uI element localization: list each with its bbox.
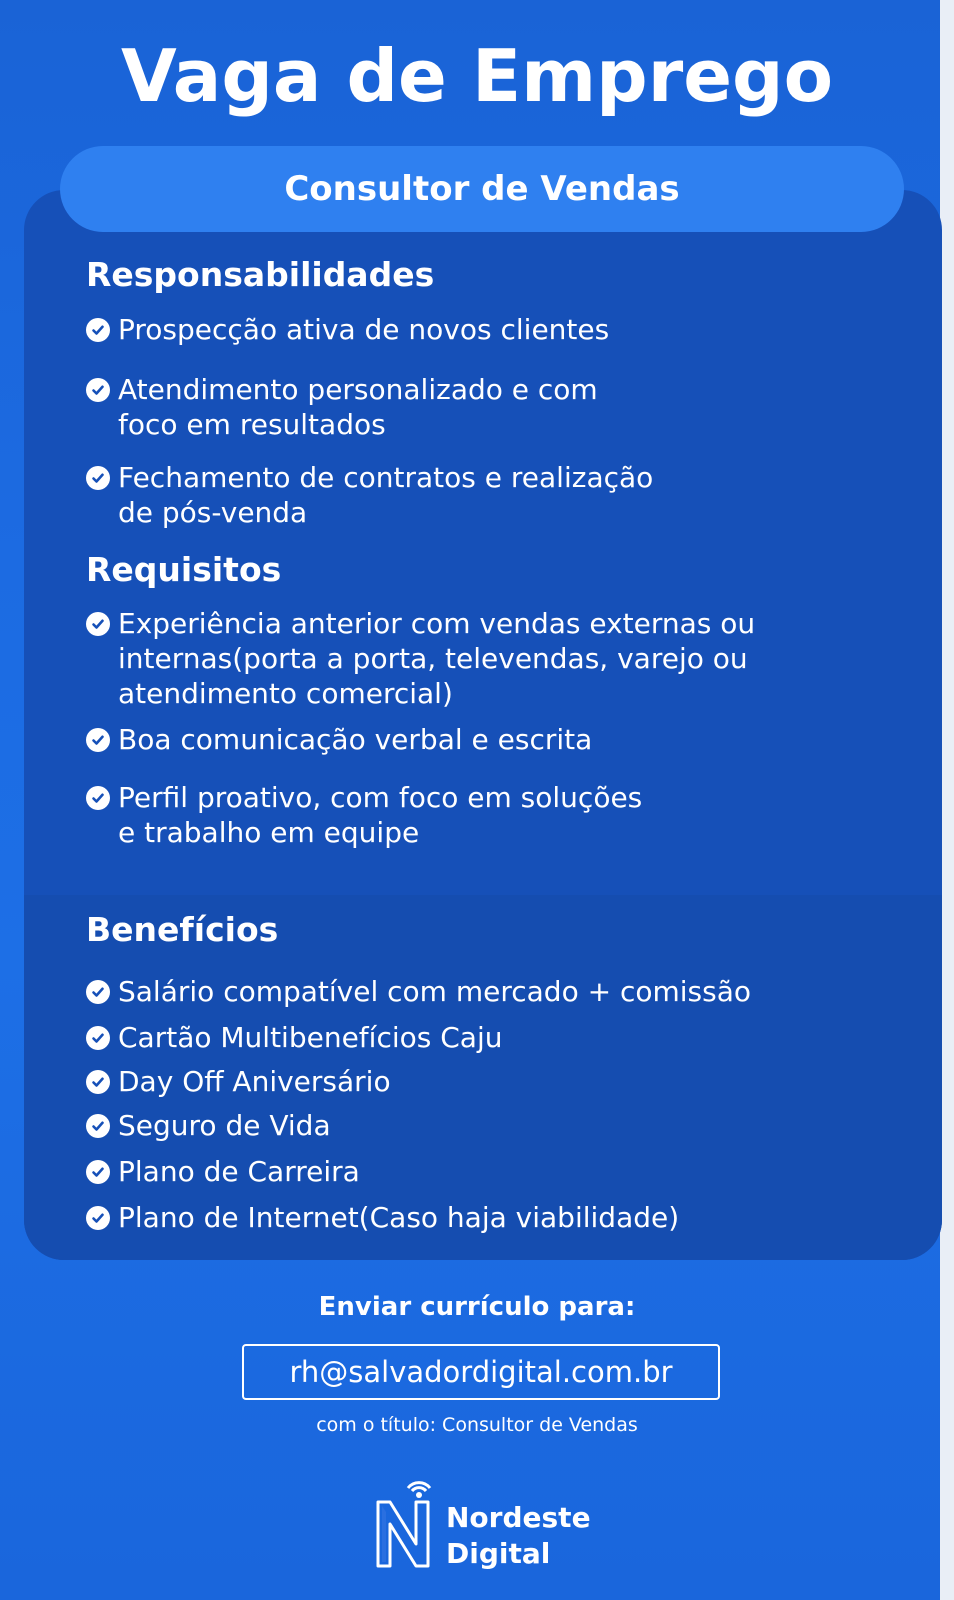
page-edge: [940, 0, 954, 1600]
list-item: [86, 1200, 926, 1235]
check-icon: [86, 612, 110, 636]
check-icon: [86, 378, 110, 402]
check-icon: [86, 1114, 110, 1138]
list-item: [86, 312, 926, 347]
check-icon: [86, 980, 110, 1004]
list-item-text: Seguro de Vida: [118, 1109, 331, 1142]
list-item-text: Fechamento de contratos e realização de pós-venda: [118, 461, 654, 529]
check-icon: [86, 1070, 110, 1094]
check-icon: [86, 1160, 110, 1184]
check-icon: [86, 728, 110, 752]
list-item-text: Plano de Internet(Caso haja viabilidade): [118, 1201, 680, 1234]
email-address[interactable]: rh@salvadordigital.com.br: [242, 1344, 720, 1400]
brand-line-1: Nordeste: [446, 1501, 591, 1534]
benefits-heading: Benefícios: [86, 910, 279, 949]
list-item-text: Boa comunicação verbal e escrita: [118, 723, 593, 756]
list-item: [86, 1064, 926, 1099]
brand-name: [446, 1500, 591, 1572]
check-icon: [86, 466, 110, 490]
list-item-text: Atendimento personalizado e com foco em resultados: [118, 373, 598, 441]
list-item: [86, 780, 926, 850]
check-icon: [86, 1026, 110, 1050]
list-item-text: Perfil proativo, com foco em soluções e trabalho em equipe: [118, 781, 643, 849]
requirements-heading: Requisitos: [86, 550, 282, 589]
check-icon: [86, 318, 110, 342]
list-item-text: Experiência anterior com vendas externas ou internas(porta a porta, televendas, varejo ou atendimento comercial): [118, 607, 756, 710]
list-item: [86, 1020, 926, 1055]
send-resume-label: Enviar currículo para:: [318, 1292, 636, 1322]
list-item-text: Day Off Aniversário: [118, 1065, 391, 1098]
list-item: [86, 372, 926, 442]
responsibilities-heading: Responsabilidades: [86, 255, 435, 294]
list-item: [86, 974, 926, 1009]
nordeste-digital-logo-icon: [372, 1472, 434, 1572]
check-icon: [86, 1206, 110, 1230]
list-item-text: Prospecção ativa de novos clientes: [118, 313, 610, 346]
list-item-text: Plano de Carreira: [118, 1155, 360, 1188]
check-icon: [86, 786, 110, 810]
list-item: [86, 1154, 926, 1189]
brand-line-2: Digital: [446, 1537, 551, 1570]
list-item: [86, 606, 926, 711]
position-banner: Consultor de Vendas: [60, 146, 904, 232]
list-item: [86, 1108, 926, 1143]
list-item: [86, 460, 926, 530]
list-item-text: Cartão Multibenefícios Caju: [118, 1021, 503, 1054]
subject-note: com o título: Consultor de Vendas: [316, 1414, 638, 1436]
page-title: Vaga de Emprego: [120, 34, 834, 118]
list-item-text: Salário compatível com mercado + comissão: [118, 975, 752, 1008]
list-item: [86, 722, 926, 757]
